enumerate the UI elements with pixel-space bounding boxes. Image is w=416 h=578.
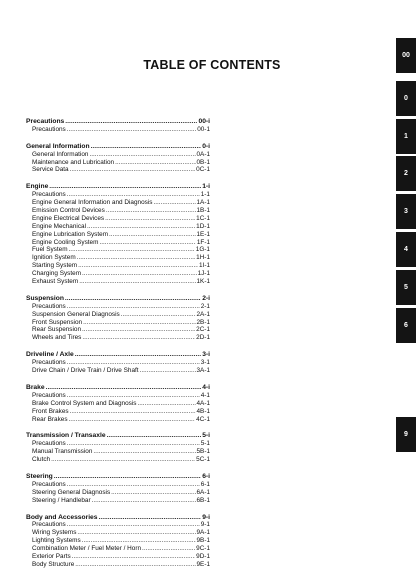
dot-leader [49,183,201,191]
toc-entry-page: 1E-1 [196,230,210,238]
dot-leader [69,416,196,424]
toc-section [26,295,210,342]
toc-entry[interactable] [26,151,210,159]
toc-entry-page: 9B-1 [196,537,210,545]
toc-entry-label: Wiring Systems [32,529,77,537]
toc-entry[interactable] [26,359,210,367]
toc-entry-label: Steering / Handlebar [32,496,91,504]
section-tab[interactable]: 00 [396,38,416,73]
toc-entry[interactable] [26,223,210,231]
section-tab[interactable]: 6 [396,308,416,343]
section-tab[interactable]: 0 [396,81,416,116]
toc-section-heading-label: Steering [26,472,53,480]
toc-section-heading-label: Engine [26,183,49,191]
toc-entry-page: 2-1 [200,302,210,310]
dot-leader [67,521,200,529]
toc-section-heading-page: 2-i [202,294,210,302]
dot-leader [77,254,195,262]
toc-entry-page: 5C-1 [196,456,210,464]
toc-entry-label: Precautions [32,391,66,399]
toc-entry-page: 6A-1 [196,488,210,496]
toc-entry-label: Precautions [32,302,66,310]
dot-leader [82,270,197,278]
toc-entry[interactable] [26,440,210,448]
dot-leader [51,456,195,464]
toc-entry-label: Steering General Diagnosis [32,488,111,496]
toc-entry[interactable] [26,215,210,223]
dot-leader [82,326,195,334]
toc-entry-label: Precautions [32,191,66,199]
toc-entry-label: Clutch [32,456,51,464]
toc-entry-label: Precautions [32,521,66,529]
toc-section-heading[interactable] [26,143,210,151]
toc-entry[interactable] [26,545,210,553]
toc-entry-page: 1B-1 [196,207,210,215]
dot-leader [67,392,200,400]
toc-section-heading[interactable] [26,384,210,392]
toc-entry-page: 6B-1 [196,496,210,504]
toc-section-heading[interactable] [26,183,210,191]
toc-entry-label: Engine General Information and Diagnosis [32,199,153,207]
toc-section-heading-page: 9-i [202,513,210,521]
dot-leader [87,223,195,231]
toc-entry-page: 9-1 [200,521,210,529]
toc-entry-page: 0B-1 [196,158,210,166]
dot-leader [70,166,196,174]
toc-section [26,432,210,464]
dot-leader [75,561,195,569]
toc-section-heading[interactable] [26,514,210,522]
toc-section-heading-page: 4-i [202,383,210,391]
toc-section-heading-label: Brake [26,383,45,391]
section-tab[interactable]: 2 [396,156,416,191]
toc-section-heading-label: Transmission / Transaxle [26,432,106,440]
dot-leader [140,367,196,375]
dot-leader [67,191,200,199]
dot-leader [79,278,195,286]
dot-leader [106,207,196,215]
toc-entry-page: 1A-1 [196,199,210,207]
section-tab[interactable]: 4 [396,232,416,267]
toc-entry-page: 3-1 [200,359,210,367]
toc-entry[interactable] [26,207,210,215]
toc-entry-label: Precautions [32,125,66,133]
toc-entry[interactable] [26,191,210,199]
toc-entry[interactable] [26,448,210,456]
toc-entry-page: 9D-1 [196,552,210,560]
dot-leader [67,481,200,489]
dot-leader [99,239,195,247]
toc-entry-label: Maintenance and Lubrication [32,158,115,166]
toc-entry-label: Engine Cooling System [32,238,99,246]
dot-leader [82,537,196,545]
toc-entry[interactable] [26,392,210,400]
toc-entry-label: Precautions [32,480,66,488]
toc-section-heading[interactable] [26,473,210,481]
toc-entry[interactable] [26,311,210,319]
toc-section-heading-label: Precautions [26,118,65,125]
toc-entry-label: Suspension General Diagnosis [32,310,120,318]
toc-entry-page: 5-1 [200,440,210,448]
toc-entry[interactable] [26,319,210,327]
toc-entry[interactable] [26,199,210,207]
toc-section [26,473,210,505]
toc-entry-label: Combination Meter / Fuel Meter / Horn [32,545,142,553]
dot-leader [67,126,196,134]
toc-section-heading[interactable] [26,118,210,126]
toc-entry-page: 1K-1 [196,278,210,286]
toc-entry[interactable] [26,400,210,408]
dot-leader [67,359,200,367]
dot-leader [83,319,195,327]
dot-leader [65,118,197,126]
toc-entry-label: Service Data [32,166,69,174]
toc-section-heading-page: 6-i [202,472,210,480]
dot-leader [142,545,195,553]
toc-entry[interactable] [26,497,210,505]
toc-entry-page: 4-1 [200,391,210,399]
toc-entry[interactable] [26,159,210,167]
toc-section-heading-page: 5-i [202,432,210,440]
toc-section [26,143,210,175]
toc-section-heading-label: Driveline / Axle [26,351,74,359]
toc-section-heading-page: 00-i [198,118,210,125]
toc-section [26,118,210,134]
dot-leader [107,432,202,440]
toc-section-heading-page: 0-i [202,142,210,150]
toc-entry-page: 2D-1 [196,334,210,342]
section-tab[interactable]: 3 [396,194,416,229]
toc-entry-page: 2B-1 [196,318,210,326]
dot-leader [78,262,198,270]
toc-entry-label: Engine Mechanical [32,222,86,230]
toc-entry-page: 4C-1 [196,415,210,423]
toc-entry-label: Precautions [32,359,66,367]
toc-entry-label: Wheels and Tires [32,334,82,342]
toc-entry-page: 1I-1 [198,262,210,270]
toc-entry[interactable] [26,489,210,497]
dot-leader [67,440,200,448]
toc-entry-label: Rear Brakes [32,415,68,423]
toc-entry-page: 9C-1 [196,545,210,553]
section-tab[interactable]: 9 [396,417,416,452]
toc-entry-page: 1G-1 [195,246,210,254]
toc-entry-label: Fuel System [32,246,68,254]
dot-leader [82,334,195,342]
toc-entry-label: Front Suspension [32,318,83,326]
toc-entry-page: 1F-1 [196,238,210,246]
dot-leader [105,215,195,223]
section-tab[interactable]: 5 [396,270,416,305]
dot-leader [69,246,195,254]
dot-leader [137,400,195,408]
toc-entry-page: 1J-1 [197,270,210,278]
toc-section-heading-page: 3-i [202,351,210,359]
toc-entry-label: Brake Control System and Diagnosis [32,399,137,407]
dot-leader [111,489,195,497]
toc-section-heading-label: Body and Accessories [26,513,98,521]
page-title: TABLE OF CONTENTS [143,58,281,72]
toc-entry-page: 1H-1 [196,254,210,262]
dot-leader [91,143,202,151]
toc-entry[interactable] [26,456,210,464]
dot-leader [99,514,202,522]
toc-entry-page: 9E-1 [196,560,210,568]
toc-entry[interactable] [26,166,210,174]
toc-section-heading[interactable] [26,432,210,440]
toc-entry[interactable] [26,521,210,529]
toc-entry[interactable] [26,254,210,262]
dot-leader [75,351,201,359]
toc-entry[interactable] [26,303,210,311]
toc-entry[interactable] [26,416,210,424]
dot-leader [54,473,201,481]
dot-leader [153,199,195,207]
toc-entry[interactable] [26,239,210,247]
toc-entry-page: 1D-1 [196,222,210,230]
toc-entry-page: 1C-1 [196,214,210,222]
toc-section [26,384,210,423]
toc-entry-label: Charging System [32,270,82,278]
toc-entry-label: Exhaust System [32,278,79,286]
toc-section-heading-label: General Information [26,142,90,150]
toc-entry[interactable] [26,270,210,278]
toc-entry-page: 3A-1 [196,367,210,375]
dot-leader [92,497,196,505]
dot-leader [121,311,196,319]
dot-leader [89,151,195,159]
toc-entry[interactable] [26,246,210,254]
toc-entry[interactable] [26,367,210,375]
toc-entry-label: Ignition System [32,254,76,262]
toc-entry-label: Exterior Parts [32,552,71,560]
dot-leader [67,303,200,311]
toc-section-heading-label: Suspension [26,294,64,302]
toc-entry-label: Precautions [32,440,66,448]
toc-entry[interactable] [26,553,210,561]
toc-section [26,351,210,375]
toc-entry-page: 2C-1 [196,326,210,334]
toc-entry-label: Starting System [32,262,78,270]
toc-entry[interactable] [26,326,210,334]
toc-entry-label: Front Brakes [32,407,69,415]
toc-entry[interactable] [26,126,210,134]
toc-section-heading[interactable] [26,351,210,359]
toc-entry-label: Engine Electrical Devices [32,214,105,222]
toc-entry[interactable] [26,262,210,270]
toc-entry[interactable] [26,529,210,537]
toc-section-heading-page: 1-i [202,183,210,191]
dot-leader [93,448,195,456]
toc-entry[interactable] [26,334,210,342]
toc-entry-label: Drive Chain / Drive Train / Drive Shaft [32,367,139,375]
toc-entry[interactable] [26,481,210,489]
toc-entry-label: Manual Transmission [32,448,93,456]
toc-entry-page: 0C-1 [196,166,210,174]
toc-entry-label: Engine Lubrication System [32,230,109,238]
table-of-contents [26,118,210,578]
toc-entry-label: Lighting Systems [32,537,81,545]
toc-entry-page: 5B-1 [196,448,210,456]
toc-entry-page: 6-1 [200,480,210,488]
toc-entry-page: 2A-1 [196,310,210,318]
toc-section [26,514,210,569]
toc-section [26,183,210,286]
toc-entry[interactable] [26,408,210,416]
toc-entry[interactable] [26,231,210,239]
toc-entry-label: Rear Suspension [32,326,82,334]
dot-leader [70,408,196,416]
section-tab[interactable]: 1 [396,119,416,154]
dot-leader [46,384,202,392]
toc-entry-label: General Information [32,150,89,158]
toc-entry-page: 4A-1 [196,399,210,407]
toc-entry-label: Body Structure [32,560,75,568]
toc-entry-page: 9A-1 [196,529,210,537]
toc-entry[interactable] [26,278,210,286]
toc-entry-label: Emission Control Devices [32,207,105,215]
dot-leader [115,159,195,167]
toc-entry-page: 0A-1 [196,150,210,158]
toc-entry[interactable] [26,537,210,545]
toc-section-heading[interactable] [26,295,210,303]
dot-leader [77,529,195,537]
toc-entry[interactable] [26,561,210,569]
toc-entry-page: 4B-1 [196,407,210,415]
toc-entry-page: 1-1 [200,191,210,199]
dot-leader [72,553,195,561]
toc-entry-page: 00-1 [197,125,210,133]
section-tab-strip [396,0,416,576]
dot-leader [109,231,195,239]
dot-leader [65,295,201,303]
